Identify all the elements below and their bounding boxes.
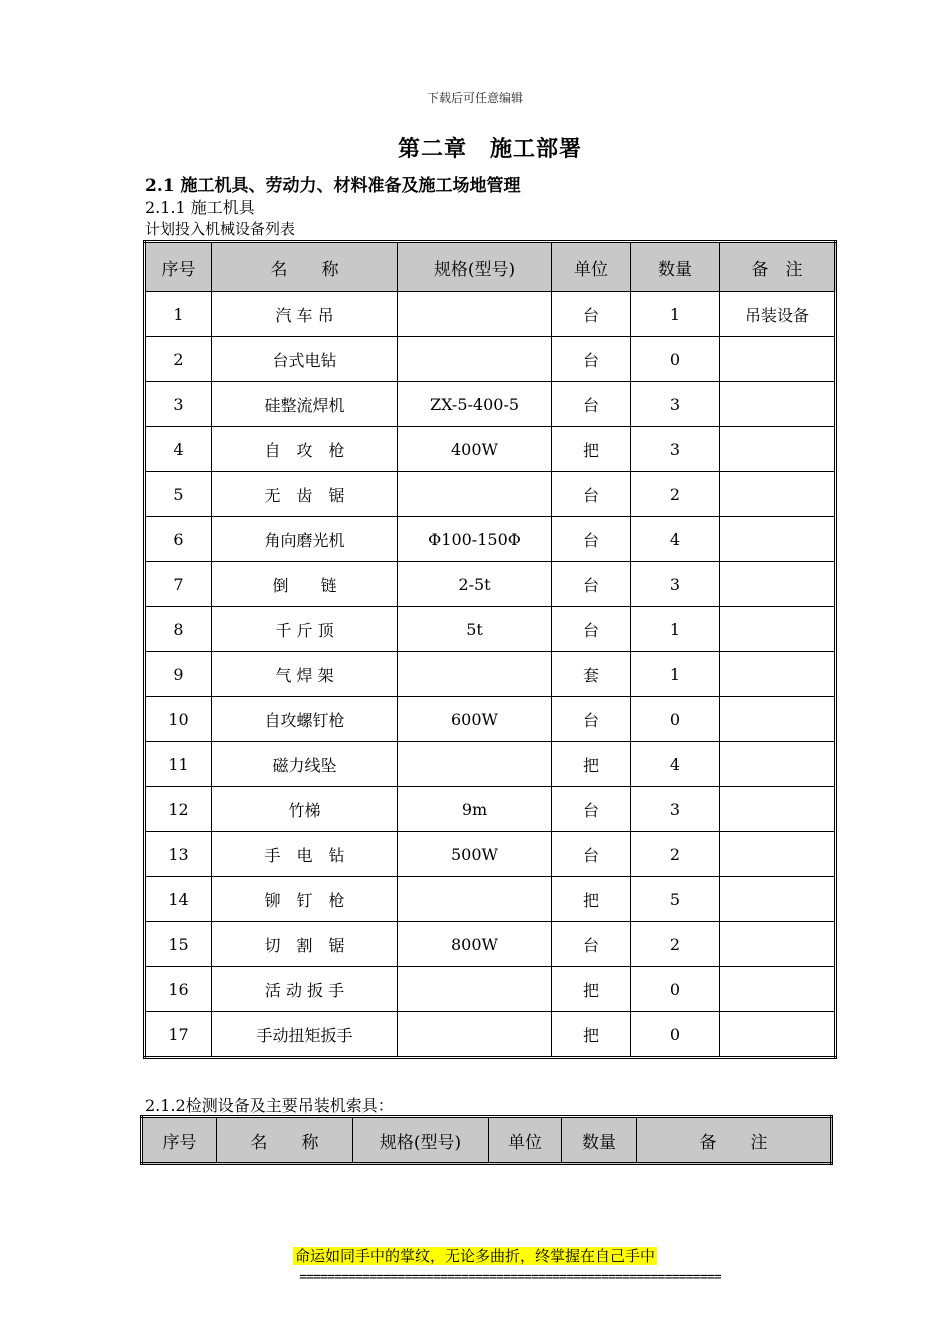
row-remark	[720, 337, 836, 382]
table-row	[145, 697, 836, 742]
row-name: 手动扭矩扳手	[212, 1012, 398, 1058]
row-unit: 台	[552, 697, 631, 742]
row-name: 活 动 扳 手	[212, 967, 398, 1012]
row-index: 5	[145, 472, 212, 517]
row-unit: 把	[552, 1012, 631, 1058]
row-unit: 台	[552, 472, 631, 517]
row-index: 4	[145, 427, 212, 472]
row-name: 自攻螺钉枪	[212, 697, 398, 742]
table-row	[145, 517, 836, 562]
row-quantity: 1	[631, 292, 720, 337]
row-unit: 台	[552, 832, 631, 877]
row-name: 铆 钉 枪	[212, 877, 398, 922]
row-remark	[720, 607, 836, 652]
row-quantity: 3	[631, 562, 720, 607]
row-index: 9	[145, 652, 212, 697]
chapter-title: 第二章 施工部署	[397, 136, 582, 162]
row-index: 16	[145, 967, 212, 1012]
row-quantity: 2	[631, 472, 720, 517]
row-index: 2	[145, 337, 212, 382]
row-name: 台式电钻	[212, 337, 398, 382]
row-remark	[720, 472, 836, 517]
row-name: 角向磨光机	[212, 517, 398, 562]
row-unit: 套	[552, 652, 631, 697]
row-index: 6	[145, 517, 212, 562]
row-spec: 500W	[398, 832, 552, 877]
row-spec	[398, 472, 552, 517]
row-quantity: 1	[631, 652, 720, 697]
row-spec	[398, 1012, 552, 1058]
row-index: 12	[145, 787, 212, 832]
table-row	[145, 292, 836, 337]
row-spec: ZX-5-400-5	[398, 382, 552, 427]
row-index: 17	[145, 1012, 212, 1058]
row-remark	[720, 1012, 836, 1058]
row-remark	[720, 652, 836, 697]
row-name: 千 斤 顶	[212, 607, 398, 652]
row-name: 倒 链	[212, 562, 398, 607]
row-quantity: 1	[631, 607, 720, 652]
header-spec: 规格(型号)	[398, 242, 552, 292]
row-quantity: 2	[631, 832, 720, 877]
table-row	[145, 967, 836, 1012]
row-spec: Φ100-150Φ	[398, 517, 552, 562]
row-remark	[720, 517, 836, 562]
row-name: 手 电 钻	[212, 832, 398, 877]
row-spec	[398, 877, 552, 922]
row-remark	[720, 382, 836, 427]
footer-motto	[0, 1245, 950, 1266]
row-unit: 把	[552, 427, 631, 472]
row-name: 汽 车 吊	[212, 292, 398, 337]
table-row	[145, 922, 836, 967]
row-remark	[720, 697, 836, 742]
subsection-title-tools: 2.1.1 施工机具	[145, 198, 255, 217]
row-index: 1	[145, 292, 212, 337]
row-quantity: 0	[631, 967, 720, 1012]
header-index: 序号	[145, 242, 212, 292]
row-unit: 台	[552, 337, 631, 382]
row-spec	[398, 967, 552, 1012]
row-quantity: 0	[631, 1012, 720, 1058]
row-quantity: 0	[631, 337, 720, 382]
header-remark: 备 注	[637, 1117, 832, 1164]
row-spec: 9m	[398, 787, 552, 832]
header-unit: 单位	[489, 1117, 562, 1164]
inspection-table	[140, 1115, 833, 1165]
row-unit: 把	[552, 877, 631, 922]
header-note: 下载后可任意编辑	[426, 91, 523, 105]
header-remark: 备 注	[720, 242, 836, 292]
row-quantity: 4	[631, 517, 720, 562]
row-index: 8	[145, 607, 212, 652]
header-quantity: 数量	[562, 1117, 637, 1164]
row-remark: 吊装设备	[720, 292, 836, 337]
row-remark	[720, 832, 836, 877]
row-unit: 台	[552, 562, 631, 607]
row-unit: 台	[552, 607, 631, 652]
table-row	[145, 337, 836, 382]
row-remark	[720, 742, 836, 787]
row-name: 无 齿 锯	[212, 472, 398, 517]
subsection-title-inspection: 2.1.2检测设备及主要吊装机索具：	[145, 1096, 394, 1115]
table-row	[145, 562, 836, 607]
row-unit: 把	[552, 742, 631, 787]
row-spec: 400W	[398, 427, 552, 472]
row-index: 10	[145, 697, 212, 742]
row-unit: 台	[552, 787, 631, 832]
row-spec	[398, 337, 552, 382]
row-remark	[720, 877, 836, 922]
header-unit: 单位	[552, 242, 631, 292]
row-quantity: 3	[631, 787, 720, 832]
row-quantity: 5	[631, 877, 720, 922]
row-unit: 台	[552, 292, 631, 337]
row-name: 竹梯	[212, 787, 398, 832]
row-unit: 台	[552, 922, 631, 967]
row-name: 硅整流焊机	[212, 382, 398, 427]
row-index: 14	[145, 877, 212, 922]
row-spec: 5t	[398, 607, 552, 652]
table-row	[145, 787, 836, 832]
equipment-table	[143, 240, 837, 1059]
row-index: 11	[145, 742, 212, 787]
row-spec: 2-5t	[398, 562, 552, 607]
row-index: 3	[145, 382, 212, 427]
row-unit: 台	[552, 517, 631, 562]
row-spec: 600W	[398, 697, 552, 742]
header-quantity: 数量	[631, 242, 720, 292]
footer-rule: ============================================================	[299, 1270, 721, 1285]
row-unit: 台	[552, 382, 631, 427]
row-remark	[720, 922, 836, 967]
section-title: 2.1 施工机具、劳动力、材料准备及施工场地管理	[145, 176, 521, 196]
header-spec: 规格(型号)	[353, 1117, 489, 1164]
table-row	[145, 832, 836, 877]
table-row	[145, 607, 836, 652]
row-quantity: 3	[631, 427, 720, 472]
header-index: 序号	[142, 1117, 217, 1164]
row-spec	[398, 652, 552, 697]
row-name: 自 攻 枪	[212, 427, 398, 472]
row-quantity: 2	[631, 922, 720, 967]
header-name: 名 称	[217, 1117, 353, 1164]
table-header-row	[142, 1117, 832, 1164]
footer-motto-text: 命运如同手中的掌纹，无论多曲折，终掌握在自己手中	[294, 1247, 655, 1265]
table-row	[145, 652, 836, 697]
row-name: 磁力线坠	[212, 742, 398, 787]
row-remark	[720, 967, 836, 1012]
table-row	[145, 877, 836, 922]
table-row	[145, 382, 836, 427]
table-row	[145, 1012, 836, 1058]
table-row	[145, 742, 836, 787]
row-index: 7	[145, 562, 212, 607]
table-header-row	[145, 242, 836, 292]
table-row	[145, 472, 836, 517]
row-quantity: 3	[631, 382, 720, 427]
row-spec	[398, 742, 552, 787]
table-row	[145, 427, 836, 472]
equipment-table-body	[145, 292, 836, 1058]
row-name: 切 割 锯	[212, 922, 398, 967]
row-quantity: 4	[631, 742, 720, 787]
row-spec: 800W	[398, 922, 552, 967]
row-spec	[398, 292, 552, 337]
row-remark	[720, 427, 836, 472]
row-name: 气 焊 架	[212, 652, 398, 697]
row-remark	[720, 787, 836, 832]
row-index: 15	[145, 922, 212, 967]
table-caption-equipment: 计划投入机械设备列表	[145, 220, 296, 238]
row-quantity: 0	[631, 697, 720, 742]
header-name: 名 称	[212, 242, 398, 292]
row-index: 13	[145, 832, 212, 877]
row-remark	[720, 562, 836, 607]
row-unit: 把	[552, 967, 631, 1012]
